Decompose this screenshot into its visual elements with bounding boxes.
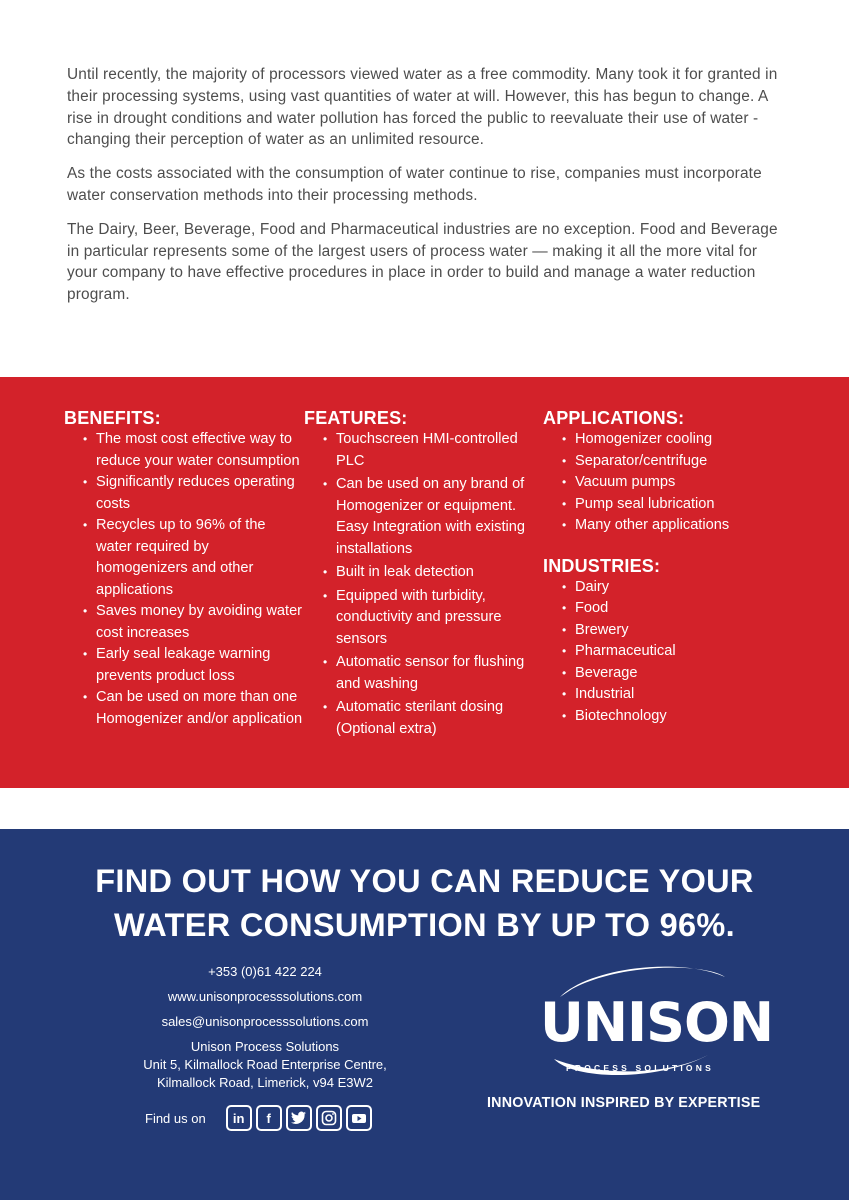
list-item: • Automatic sterilant dosing (Optional extra) <box>304 697 534 740</box>
address-line-1: Unit 5, Kilmallock Road Enterprise Centre, <box>143 1057 387 1072</box>
features-heading: FEATURES: <box>304 408 408 428</box>
contact-band <box>0 829 849 1200</box>
info-band <box>0 377 849 788</box>
list-item: • Dairy <box>543 577 803 599</box>
address-line-2: Kilmallock Road, Limerick, v94 E3W2 <box>156 1075 374 1090</box>
applications-heading: APPLICATIONS: <box>543 408 685 428</box>
list-item: • Can be used on any brand of Homogenizer or equipment. Easy Integration with existing installations <box>304 474 534 560</box>
list-item: • Recycles up to 96% of the water required by homogenizers and other applications <box>64 515 304 601</box>
benefits-list <box>64 429 304 730</box>
list-item: • The most cost effective way to reduce your water consumption <box>64 429 304 472</box>
list-item: • Separator/centrifuge <box>543 451 803 473</box>
twitter-icon[interactable] <box>286 1105 312 1131</box>
list-item: • Significantly reduces operating costs <box>64 472 304 515</box>
linkedin-icon[interactable]: in <box>226 1105 252 1131</box>
list-item: • Food <box>543 598 803 620</box>
applications-list <box>543 429 803 537</box>
contact-details <box>110 963 420 1092</box>
list-item: • Can be used on more than one Homogenizer and/or application <box>64 687 304 730</box>
list-item: • Early seal leakage warning prevents product loss <box>64 644 304 687</box>
website-link[interactable]: www.unisonprocesssolutions.com <box>167 989 363 1004</box>
logo-wordmark: UNISON <box>540 991 774 1054</box>
instagram-icon[interactable] <box>316 1105 342 1131</box>
list-item: • Pump seal lubrication <box>543 494 803 516</box>
list-item: • Equipped with turbidity, conductivity and pressure sensors <box>304 586 534 651</box>
facebook-icon[interactable]: f <box>256 1105 282 1131</box>
intro-paragraph: The Dairy, Beer, Beverage, Food and Pharmaceutical industries are no exception. Food and Beverage in particular represents some of the largest users of process water — making it all the more vital for your company to have effective procedures in place in order to build and manage a water reduction program. <box>67 220 778 304</box>
list-item: • Biotechnology <box>543 706 803 728</box>
list-item: • Built in leak detection <box>304 562 534 584</box>
intro-text <box>67 64 787 318</box>
benefits-heading: BENEFITS: <box>64 408 161 428</box>
list-item: • Automatic sensor for flushing and washing <box>304 652 534 695</box>
intro-paragraph: As the costs associated with the consumption of water continue to rise, companies must incorporate water conservation methods into their processing methods. <box>67 165 762 204</box>
list-item: • Homogenizer cooling <box>543 429 803 451</box>
cta-line-2: WATER CONSUMPTION BY UP TO 96%. <box>114 907 735 943</box>
logo-subtitle: PROCESS SOLUTIONS <box>566 1063 714 1073</box>
applications-column <box>543 407 803 727</box>
list-item: • Vacuum pumps <box>543 472 803 494</box>
list-item: • Saves money by avoiding water cost increases <box>64 601 304 644</box>
list-item: • Many other applications <box>543 515 803 537</box>
benefits-column <box>64 407 304 730</box>
youtube-icon[interactable] <box>346 1105 372 1131</box>
phone-number[interactable]: +353 (0)61 422 224 <box>208 964 322 979</box>
list-item: • Industrial <box>543 684 803 706</box>
tagline: INNOVATION INSPIRED BY EXPERTISE <box>487 1095 761 1111</box>
list-item: • Pharmaceutical <box>543 641 803 663</box>
list-item: • Touchscreen HMI-controlled PLC <box>304 429 534 472</box>
industries-list <box>543 577 803 728</box>
find-us-label: Find us on <box>145 1110 206 1126</box>
unison-logo <box>530 959 774 1079</box>
social-links <box>145 1105 376 1131</box>
list-item: • Beverage <box>543 663 803 685</box>
intro-paragraph: Until recently, the majority of processors viewed water as a free commodity. Many took it for granted in their processing systems, using vast quantities of water at will. However, this has begun to change. A rise in drought conditions and water pollution has forced the public to reevaluate their use of water - changing their perception of water as an unlimited resource. <box>67 66 778 149</box>
cta-headline <box>0 859 849 947</box>
company-name: Unison Process Solutions <box>190 1039 340 1054</box>
features-list <box>304 429 534 740</box>
list-item: • Brewery <box>543 620 803 642</box>
email-link[interactable]: sales@unisonprocesssolutions.com <box>161 1014 369 1029</box>
industries-heading: INDUSTRIES: <box>543 555 661 576</box>
address-block <box>110 1038 420 1092</box>
features-column <box>304 407 534 742</box>
cta-line-1: FIND OUT HOW YOU CAN REDUCE YOUR <box>95 863 754 899</box>
